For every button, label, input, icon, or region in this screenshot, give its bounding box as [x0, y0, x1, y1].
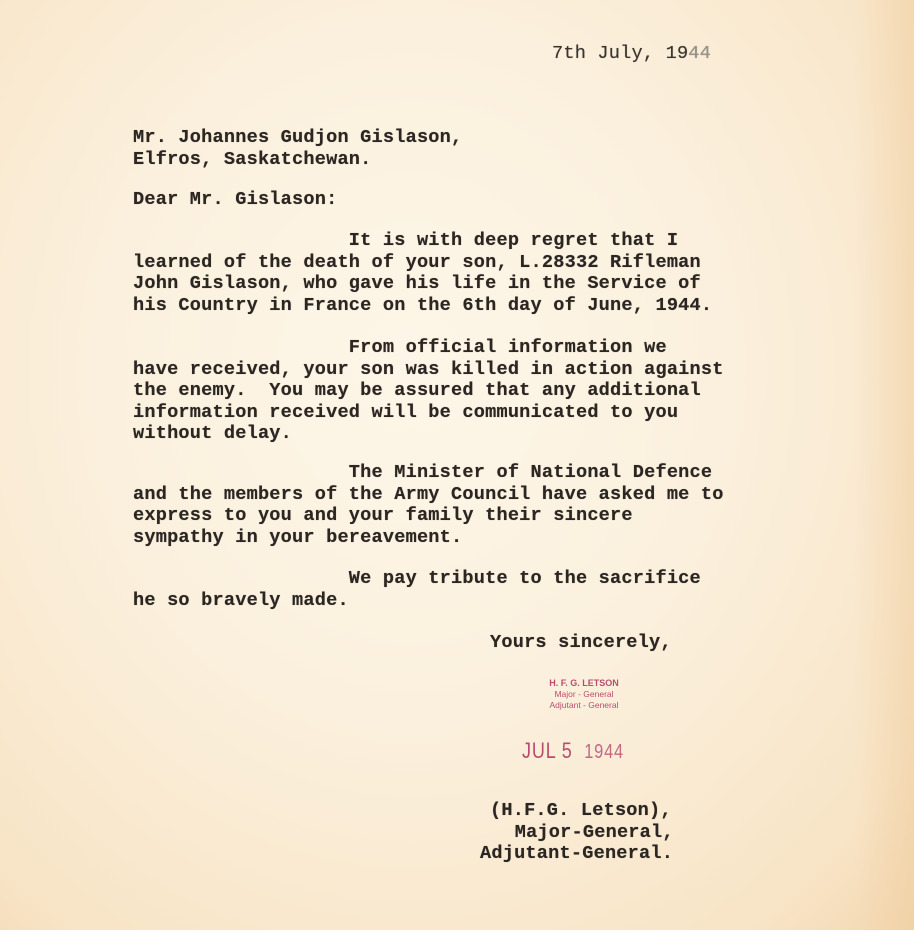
paragraph-line: From official information we — [133, 337, 667, 358]
date-faded-digits: 44 — [688, 43, 712, 64]
paragraph-line: learned of the death of your son, L.28332 Rifleman — [133, 251, 701, 273]
closing: Yours sincerely, — [490, 632, 672, 653]
paragraph-official-information — [133, 337, 724, 445]
stamp-year: 1944 — [584, 741, 625, 763]
paragraph-minister-sympathy — [133, 462, 724, 548]
signature-block — [480, 800, 674, 865]
paragraph-line: The Minister of National Defence — [133, 462, 713, 483]
paragraph-line: John Gislason, who gave his life in the Service of — [133, 273, 701, 294]
signature-rank: Major-General, — [492, 821, 674, 843]
recipient-name: Mr. Johannes Gudjon Gislason, — [133, 127, 463, 148]
paragraph-line: the enemy. You may be assured that any additional — [133, 380, 701, 401]
paragraph-line: We pay tribute to the sacrifice — [133, 568, 701, 589]
signature-stamp — [528, 678, 640, 711]
paragraph-line: without delay. — [133, 423, 293, 444]
signature-title: Adjutant-General. — [480, 843, 674, 864]
signature-name: (H.F.G. Letson), — [490, 800, 672, 821]
paragraph-tribute — [133, 568, 701, 611]
date-main: 7th July, 19 — [552, 43, 689, 64]
paragraph-line: his Country in France on the 6th day of June, 1944. — [133, 294, 713, 316]
paragraph-line: have received, your son was killed in action against — [133, 358, 724, 380]
stamp-name: H. F. G. LETSON — [549, 678, 619, 688]
date-stamp — [522, 738, 624, 764]
paragraph-line: sympathy in your bereavement. — [133, 526, 463, 548]
paragraph-line: he so bravely made. — [133, 589, 349, 611]
stamp-month-day: JUL 5 — [522, 738, 585, 763]
paragraph-line: It is with deep regret that I — [133, 230, 679, 251]
paragraph-line: information received will be communicated to you — [133, 401, 679, 423]
stamp-title: Adjutant - General — [549, 700, 619, 710]
recipient-address — [133, 127, 462, 170]
paragraph-line: express to you and your family their sincere — [133, 505, 633, 526]
salutation: Dear Mr. Gislason: — [133, 189, 338, 210]
paragraph-condolence — [133, 230, 712, 316]
recipient-location: Elfros, Saskatchewan. — [133, 148, 372, 170]
letter-date — [552, 43, 711, 65]
stamp-rank: Major - General — [554, 689, 614, 699]
paragraph-line: and the members of the Army Council have asked me to — [133, 483, 724, 505]
